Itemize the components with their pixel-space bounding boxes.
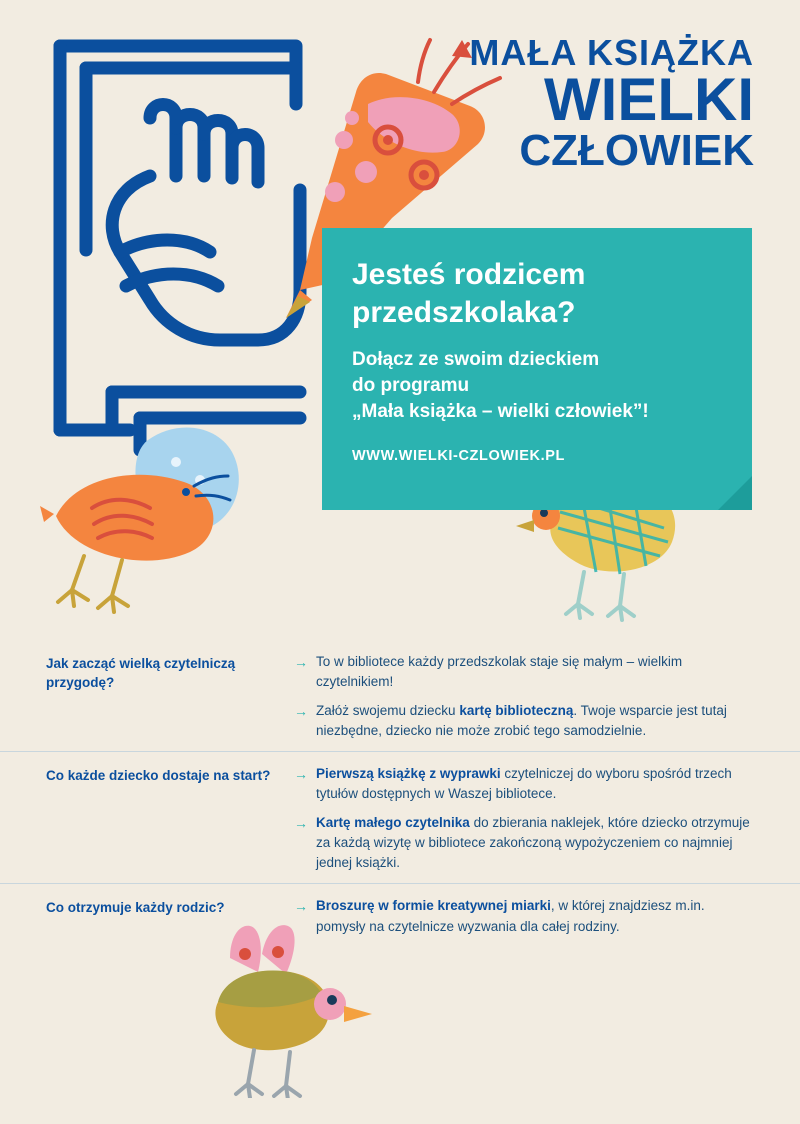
panel-heading: Jesteś rodzicem przedszkolaka? [352,258,586,329]
panel-subheading-line-1: Dołącz ze swoim dzieckiem [352,349,600,370]
logo-line-3: CZŁOWIEK [519,126,754,176]
arrow-right-icon: → [294,898,308,915]
faq-bullet [294,813,754,874]
arrow-right-icon: → [294,654,308,670]
faq-bullet-text: Załóż swojemu dziecku kartę biblioteczną. Twoje wsparcie jest tutaj niezbędne, dziecko nie może zrobić tego samodzielnie. [316,702,727,738]
faq-section [0,640,800,947]
faq-answer [294,652,754,741]
hand-icon [112,105,300,341]
faq-answer [294,764,754,873]
panel-subheading [352,347,722,426]
faq-row [0,751,800,883]
faq-row [0,883,800,947]
faq-bullet [294,764,754,805]
panel-subheading-line-3: „Mała książka – wielki człowiek”! [352,401,649,423]
faq-bullet [294,652,754,693]
faq-bullet-text: Kartę małego czytelnika do zbierania naklejek, które dziecko otrzymuje za każdą wizytę w bibliotece zakończoną wypożyczeniem co najmniej jednej książki. [316,814,750,870]
faq-question: Co każde dziecko dostaje na start? [46,768,271,783]
faq-row [0,640,800,751]
faq-bullet-text: Broszurę w formie kreatywnej miarki, w której znajdziesz m.in. pomysły na czytelnicze wyzwania dla całej rodziny. [316,898,705,934]
panel-corner-fold [718,476,752,510]
arrow-right-icon: → [294,702,308,719]
faq-question: Jak zacząć wielką czytelniczą przygodę? [46,656,236,691]
arrow-right-icon: → [294,766,308,782]
book-hand-icon [60,46,300,450]
bottom-bird-illustration [196,918,396,1098]
faq-bullet [294,701,754,742]
panel-subheading-line-2: do programu [352,375,470,397]
left-bird-illustration [40,428,239,613]
logo-line-1: MAŁA KSIĄŻKA [469,32,754,73]
faq-bullet-text: To w bibliotece każdy przedszkolak staje się małym – wielkim czytelnikiem! [316,654,683,690]
logo-line-2: WIELKI [544,65,754,133]
faq-question: Co otrzymuje każdy rodzic? [46,900,225,916]
program-website-link[interactable]: WWW.WIELKI-CZLOWIEK.PL [352,447,565,464]
highlight-panel [322,228,752,510]
faq-bullet-text: Pierwszą książkę z wyprawki czytelniczej do wyboru spośród trzech tytułów dostępnych w Waszej bibliotece. [316,766,732,802]
arrow-right-icon: → [294,814,308,831]
program-logo [334,32,754,176]
